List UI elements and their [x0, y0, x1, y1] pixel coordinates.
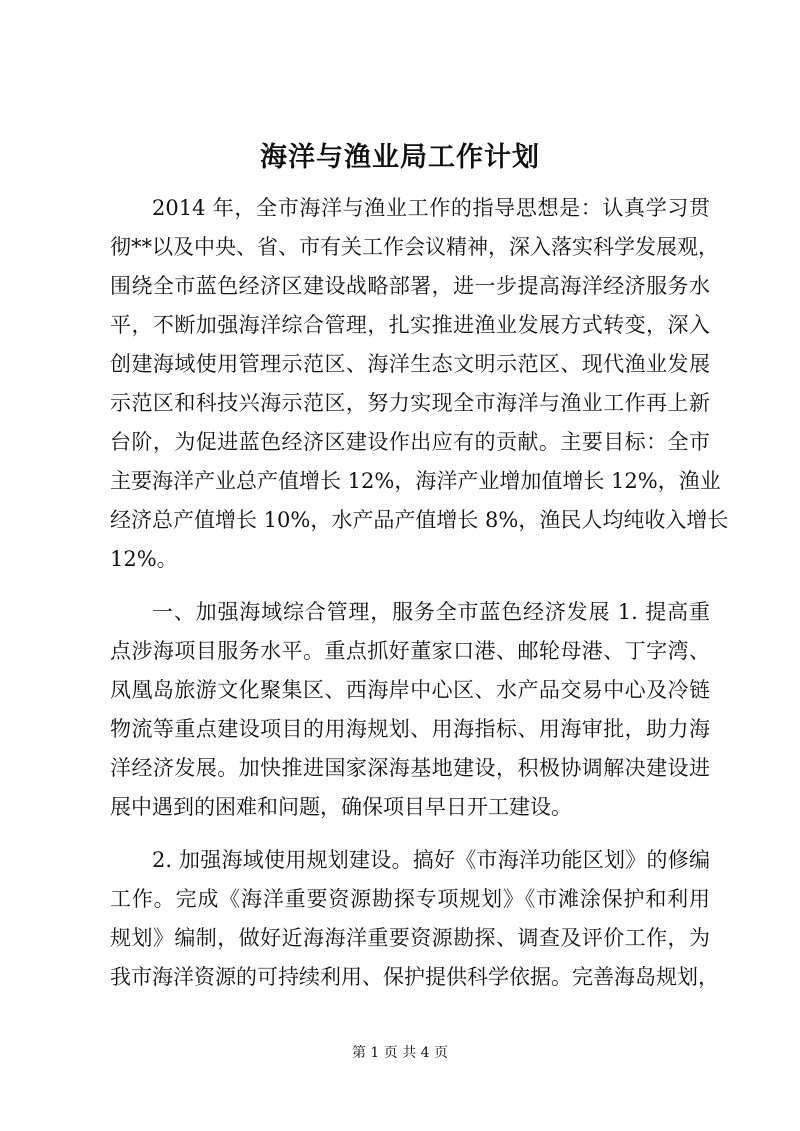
- paragraph-1-line-4: 平，不断加强海洋综合管理，扎实推进渔业发展方式转变，深入: [110, 313, 710, 337]
- paragraph-1-line-3: 围绕全市蓝色经济区建设战略部署，进一步提高海洋经济服务水: [110, 274, 710, 298]
- paragraph-2-line-6: 展中遇到的困难和问题，确保项目早日开工建设。: [110, 795, 572, 819]
- paragraph-3-line-2: 工作。完成《海洋重要资源勘探专项规划》《市滩涂保护和利用: [110, 887, 710, 911]
- paragraph-1-line-7: 台阶，为促进蓝色经济区建设作出应有的贡献。主要目标：全市: [110, 430, 710, 454]
- paragraph-3-line-1: 2. 加强海域使用规划建设。搞好《市海洋功能区划》的修编: [152, 848, 710, 872]
- paragraph-1-line-5: 创建海域使用管理示范区、海洋生态文明示范区、现代渔业发展: [110, 352, 710, 376]
- paragraph-1-line-8: 主要海洋产业总产值增长 12%，海洋产业增加值增长 12%，渔业: [110, 469, 721, 493]
- paragraph-1-line-6: 示范区和科技兴海示范区，努力实现全市海洋与渔业工作再上新: [110, 391, 710, 415]
- paragraph-1-line-2: 彻**以及中央、省、市有关工作会议精神，深入落实科学发展观，: [110, 235, 719, 259]
- paragraph-2-line-5: 洋经济发展。加快推进国家深海基地建设，积极协调解决建设进: [110, 756, 710, 780]
- paragraph-2-line-3: 凤凰岛旅游文化聚集区、西海岸中心区、水产品交易中心及冷链: [110, 678, 710, 702]
- paragraph-1-line-9: 经济总产值增长 10%，水产品产值增长 8%，渔民人均纯收入增长: [110, 508, 729, 532]
- paragraph-1-line-10: 12%。: [110, 547, 178, 571]
- paragraph-3-line-4: 我市海洋资源的可持续利用、保护提供科学依据。完善海岛规划，: [110, 965, 719, 989]
- paragraph-1-line-1: 2014 年，全市海洋与渔业工作的指导思想是：认真学习贯: [152, 196, 710, 220]
- paragraph-2-line-2: 点涉海项目服务水平。重点抓好董家口港、邮轮母港、丁字湾、: [110, 639, 710, 663]
- document-title: 海洋与渔业局工作计划: [260, 142, 540, 173]
- paragraph-2-line-1: 一、加强海域综合管理，服务全市蓝色经济发展 1. 提高重: [152, 600, 710, 624]
- paragraph-2-line-4: 物流等重点建设项目的用海规划、用海指标、用海审批，助力海: [110, 717, 710, 741]
- paragraph-3-line-3: 规划》编制，做好近海海洋重要资源勘探、调查及评价工作，为: [110, 926, 710, 950]
- page-number-footer: 第 1 页 共 4 页: [351, 1045, 449, 1061]
